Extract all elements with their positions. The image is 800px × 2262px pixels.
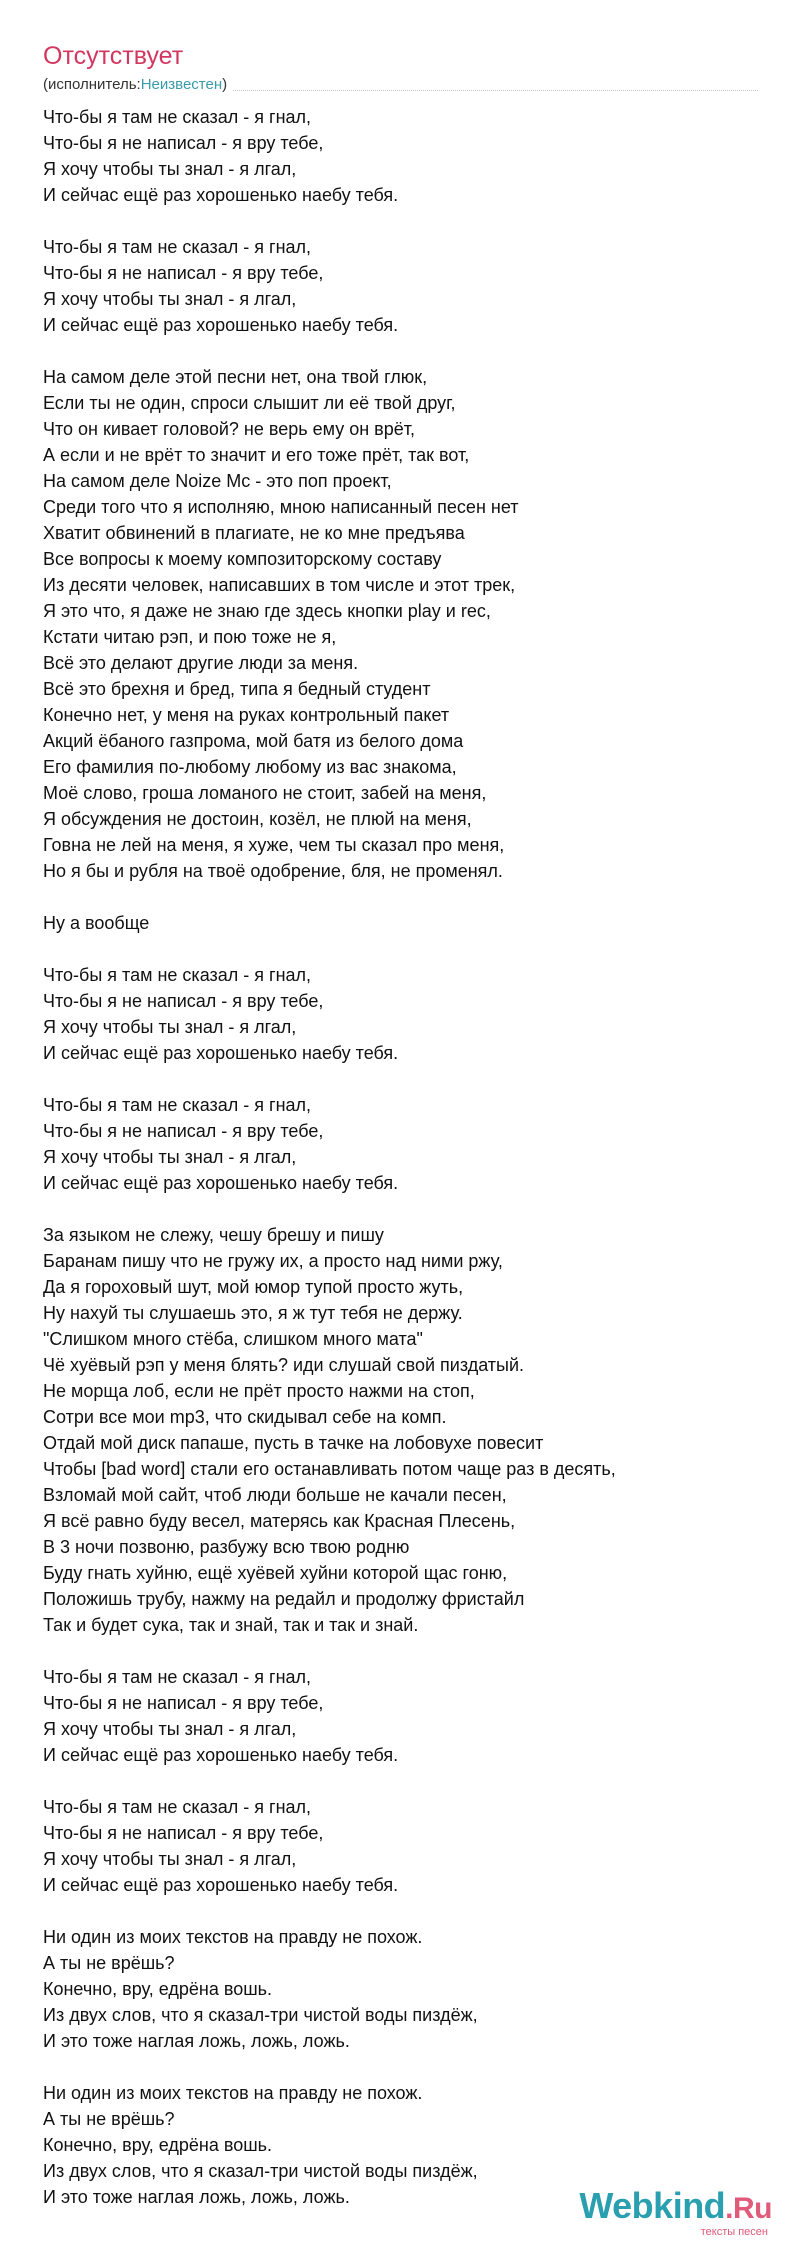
lyrics-line: И сейчас ещё раз хорошенько наебу тебя. [43, 185, 399, 205]
lyrics-line: Ни один из моих текстов на правду не похож. [43, 1927, 423, 1947]
lyrics-line: Что-бы я там не сказал - я гнал, [43, 237, 312, 257]
logo-name: Webkind [579, 2185, 726, 2226]
lyrics-line: Но я бы и рубля на твоё одобрение, бля, не променял. [43, 861, 503, 881]
lyrics-line: Что-бы я там не сказал - я гнал, [43, 1095, 312, 1115]
stanza-gap [43, 1196, 743, 1222]
lyrics-line: Да я гороховый шут, мой юмор тупой просто жуть, [43, 1277, 464, 1297]
lyrics-body [43, 104, 743, 2210]
lyrics-line: И сейчас ещё раз хорошенько наебу тебя. [43, 1745, 399, 1765]
lyrics-line: Что-бы я не написал - я вру тебе, [43, 1121, 324, 1141]
performer-line [43, 75, 758, 95]
lyrics-stanza [43, 1664, 743, 1768]
lyrics-stanza [43, 1222, 743, 1638]
lyrics-line: Что он кивает головой? не верь ему он врёт, [43, 419, 415, 439]
song-title: Отсутствует [43, 42, 184, 70]
lyrics-line: Не морща лоб, если не прёт просто нажми на стоп, [43, 1381, 475, 1401]
lyrics-line: А если и не врёт то значит и его тоже прёт, так вот, [43, 445, 470, 465]
lyrics-line: Сотри все мои mp3, что скидывал себе на комп. [43, 1407, 447, 1427]
lyrics-line: Что-бы я там не сказал - я гнал, [43, 965, 312, 985]
lyrics-line: Я это что, я даже не знаю где здесь кнопки play и rec, [43, 601, 491, 621]
lyrics-line: Что-бы я не написал - я вру тебе, [43, 991, 324, 1011]
stanza-gap [43, 338, 743, 364]
lyrics-line: За языком не слежу, чешу брешу и пишу [43, 1225, 384, 1245]
stanza-gap [43, 1638, 743, 1664]
lyrics-line: Хватит обвинений в плагиате, не ко мне предъява [43, 523, 465, 543]
lyrics-line: Из двух слов, что я сказал-три чистой воды пиздёж, [43, 2005, 478, 2025]
lyrics-stanza [43, 962, 743, 1066]
lyrics-line: Акций ёбаного газпрома, мой батя из белого дома [43, 731, 464, 751]
lyrics-line: А ты не врёшь? [43, 1953, 175, 1973]
site-logo[interactable] [579, 2187, 772, 2238]
lyrics-line: Отдай мой диск папаше, пусть в тачке на лобовухе повесит [43, 1433, 544, 1453]
lyrics-line: Я хочу чтобы ты знал - я лгал, [43, 289, 297, 309]
lyrics-line: Я обсуждения не достоин, козёл, не плюй на меня, [43, 809, 472, 829]
lyrics-stanza [43, 1924, 743, 2054]
song-header [43, 40, 758, 95]
lyrics-line: На самом деле этой песни нет, она твой глюк, [43, 367, 428, 387]
lyrics-line: Я хочу чтобы ты знал - я лгал, [43, 159, 297, 179]
lyrics-line: Я хочу чтобы ты знал - я лгал, [43, 1017, 297, 1037]
stanza-gap [43, 884, 743, 910]
lyrics-line: Положишь трубу, нажму на редайл и продолжу фристайл [43, 1589, 525, 1609]
lyrics-line: Среди того что я исполняю, мною написанный песен нет [43, 497, 519, 517]
performer-prefix: (исполнитель: [43, 76, 141, 93]
stanza-gap [43, 2054, 743, 2080]
logo-tagline: тексты песен [700, 2226, 768, 2238]
lyrics-line: Что-бы я там не сказал - я гнал, [43, 1667, 312, 1687]
lyrics-line: Я хочу чтобы ты знал - я лгал, [43, 1147, 297, 1167]
lyrics-line: Кстати читаю рэп, и пою тоже не я, [43, 627, 337, 647]
lyrics-line: Конечно нет, у меня на руках контрольный пакет [43, 705, 450, 725]
lyrics-line: И это тоже наглая ложь, ложь, ложь. [43, 2187, 350, 2207]
lyrics-line: Что-бы я не написал - я вру тебе, [43, 1693, 324, 1713]
performer-link[interactable]: Неизвестен [140, 76, 223, 93]
lyrics-line: Ну нахуй ты слушаешь это, я ж тут тебя не держу. [43, 1303, 463, 1323]
lyrics-line: Говна не лей на меня, я хуже, чем ты сказал про меня, [43, 835, 505, 855]
lyrics-line: Я хочу чтобы ты знал - я лгал, [43, 1849, 297, 1869]
lyrics-line: Что-бы я там не сказал - я гнал, [43, 107, 312, 127]
lyrics-line: Все вопросы к моему композиторскому составу [43, 549, 442, 569]
logo-wordmark [579, 2187, 772, 2228]
logo-tld: .Ru [725, 2192, 772, 2225]
lyrics-line: Всё это брехня и бред, типа я бедный студент [43, 679, 431, 699]
lyrics-line: А ты не врёшь? [43, 2109, 175, 2129]
lyrics-line: Баранам пишу что не гружу их, а просто над ними ржу, [43, 1251, 503, 1271]
lyrics-line: И сейчас ещё раз хорошенько наебу тебя. [43, 1043, 399, 1063]
stanza-gap [43, 1898, 743, 1924]
lyrics-stanza [43, 1092, 743, 1196]
lyrics-line: Если ты не один, спроси слышит ли её твой друг, [43, 393, 456, 413]
header-divider [233, 90, 758, 91]
performer-suffix: ) [222, 76, 228, 93]
lyrics-line: Из десяти человек, написавших в том числе и этот трек, [43, 575, 516, 595]
lyrics-line: Взломай мой сайт, чтоб люди больше не качали песен, [43, 1485, 507, 1505]
lyrics-line: Так и будет сука, так и знай, так и так и знай. [43, 1615, 419, 1635]
lyrics-line: Из двух слов, что я сказал-три чистой воды пиздёж, [43, 2161, 478, 2181]
lyrics-line: Чтобы [bad word] стали его останавливать потом чаще раз в десять, [43, 1459, 616, 1479]
lyrics-stanza [43, 104, 743, 208]
stanza-gap [43, 208, 743, 234]
lyrics-line: Конечно, вру, едрёна вошь. [43, 2135, 273, 2155]
lyrics-stanza [43, 910, 743, 936]
lyrics-line: Всё это делают другие люди за меня. [43, 653, 359, 673]
lyrics-stanza [43, 234, 743, 338]
stanza-gap [43, 936, 743, 962]
lyrics-line: В 3 ночи позвоню, разбужу всю твою родню [43, 1537, 410, 1557]
lyrics-line: Я хочу чтобы ты знал - я лгал, [43, 1719, 297, 1739]
lyrics-line: И это тоже наглая ложь, ложь, ложь. [43, 2031, 350, 2051]
lyrics-line: Ну а вообще [43, 913, 150, 933]
lyrics-line: Буду гнать хуйню, ещё хуёвей хуйни которой щас гоню, [43, 1563, 508, 1583]
lyrics-line: И сейчас ещё раз хорошенько наебу тебя. [43, 315, 399, 335]
lyrics-line: Ни один из моих текстов на правду не похож. [43, 2083, 423, 2103]
lyrics-line: Что-бы я не написал - я вру тебе, [43, 133, 324, 153]
lyrics-line: На самом деле Noize Mc - это поп проект, [43, 471, 392, 491]
lyrics-line: Я всё равно буду весел, матерясь как Красная Плесень, [43, 1511, 516, 1531]
stanza-gap [43, 1066, 743, 1092]
lyrics-line: Что-бы я там не сказал - я гнал, [43, 1797, 312, 1817]
lyrics-stanza [43, 364, 743, 884]
lyrics-line: "Слишком много стёба, слишком много мата" [43, 1329, 423, 1349]
lyrics-line: Что-бы я не написал - я вру тебе, [43, 263, 324, 283]
lyrics-line: Его фамилия по-любому любому из вас знакома, [43, 757, 457, 777]
lyrics-line: Чё хуёвый рэп у меня блять? иди слушай свой пиздатый. [43, 1355, 525, 1375]
lyrics-line: И сейчас ещё раз хорошенько наебу тебя. [43, 1875, 399, 1895]
lyrics-line: Моё слово, гроша ломаного не стоит, забей на меня, [43, 783, 487, 803]
stanza-gap [43, 1768, 743, 1794]
lyrics-line: И сейчас ещё раз хорошенько наебу тебя. [43, 1173, 399, 1193]
lyrics-stanza [43, 1794, 743, 1898]
lyrics-line: Что-бы я не написал - я вру тебе, [43, 1823, 324, 1843]
lyrics-line: Конечно, вру, едрёна вошь. [43, 1979, 273, 1999]
